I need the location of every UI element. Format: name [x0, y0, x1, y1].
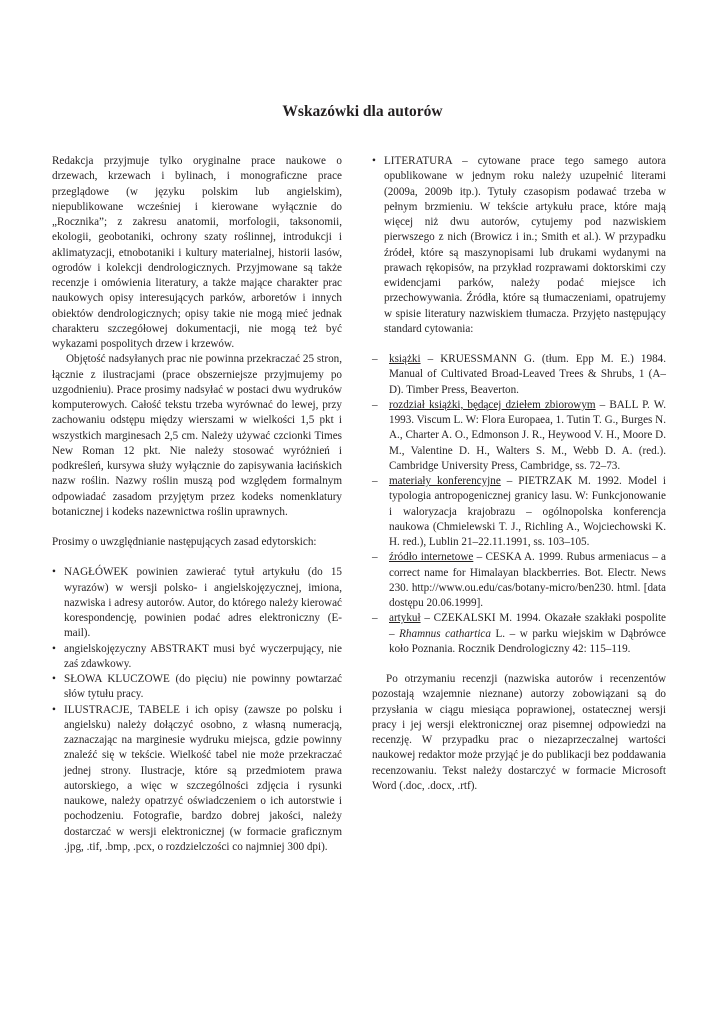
volume-paragraph: Objętość nadsyłanych prac nie powinna przekraczać 25 stron, łącznie z ilustracjami (prace obszerniejsze przyjmujemy po uzgodnieniu). Prace prosimy nadsyłać w postaci dwu wydruków komputerowych. Całość tekstu trzeba wyrównać do lewej, przy zachowaniu odstępu między wierszami w wielkości 1,5 pkt i wszystkich marginesach 2,5 cm. Należy używać czcionki Times New Roman 12 pkt. Nie należy stosować wyróżnień i podkreśleń, kursywa służy wyłącznie do zapisywania łacińskich nazw roślin. Nazwy roślin muszą pod względem formalnym odpowiadać zasadom przyjętym przez kodeks nomenklatury botanicznej i kodeks nazewnictwa roślin uprawnych. [52, 353, 342, 518]
review-paragraph: Po otrzymaniu recenzji (nazwiska autorów i recenzentów pozostają wzajemnie nieznane) autorzy zobowiązani są do przysłania w ciągu miesiąca poprawionej, ostatecznej wersji pracy i jej wersji elektronicznej oraz pisemnej odpowiedzi na recenzję. W przypadku prac o niezaprzeczalnej wartości naukowej redaktor może przyjąć je do publikacji bez poddawania recenzowaniu. Tekst należy dostarczyć w formacie Microsoft Word (.doc, .docx, .rtf). [372, 673, 666, 792]
right-column [372, 154, 666, 794]
citation-internet [372, 550, 666, 611]
citation-label: rozdział książki, będącej dziełem zbiorowym [389, 398, 596, 411]
rule-abstract: • angielskojęzyczny ABSTRAKT musi być wyczerpujący, nie zaś zdawkowy. [52, 642, 342, 673]
citation-text: – CESKA A. 1999. Rubus armeniacus – a correct name for Himalayan blackberries. Bot. Electr. News 230. http://www.ou.edu/cas/botany-micro/ben230. html. [data dostępu 20.06.1999]. [389, 551, 666, 609]
citation-species-name: Rhamnus cathartica [399, 627, 491, 640]
citation-text: – CZEKALSKI M. 1994. Okazałe szakłaki pospolite – [389, 612, 666, 640]
page-title: Wskazówki dla autorów [282, 103, 443, 120]
rule-header: • NAGŁÓWEK powinien zawierać tytuł artykułu (do 15 wyrazów) w wersji polsko- i angielskojęzycznej, imiona, nazwiska i adresy autorów. Autor, do którego należy kierować korespondencję, powinien podać adres elektroniczny (E-mail). [52, 565, 342, 641]
citation-article [372, 611, 666, 657]
citation-examples-list [372, 352, 666, 657]
intro-paragraph: Redakcja przyjmuje tylko oryginalne prace naukowe o drzewach, krzewach i bylinach, i monograficzne prace przeglądowe (w języku polskim lub angielskim), niepublikowane wcześniej i kierowane wyłącznie do „Rocznika”; z zakresu anatomii, morfologii, taksonomii, ekologii, geobotaniki, ochrony szaty roślinnej, introdukcji i aklimatyzacji, etnobotaniki i kultury materialnej, historii lasów, ogrodów i kolekcji dendrologicznych. Przyjmowane są także recenzje i omówienia literatury, a także mające charakter prac naukowych opisy interesujących parków, arboretów i innych obiektów dendrologicznych; opisy takie nie mogą mieć jednak charakteru szczegółowej dokumentacji, nie mogą też być wykazami pospolitych drzew i krzewów. [52, 155, 342, 350]
citation-book [372, 352, 666, 398]
citation-label: materiały konferencyjne [389, 475, 501, 487]
citation-label: książki [389, 353, 421, 365]
literature-rules-list [372, 154, 666, 337]
citation-text: – BALL P. W. 1993. Viscum L. W: Flora Europaea, 1. Tutin T. G., Burges N. A., Charter A. O., Edmonson J. R., Heywood V. H., Moore D. M., Valentine D. H., Walters S. M., Webb D. A. (red.). Cambridge University Press, Cambridge, ss. 72–73. [389, 398, 666, 472]
left-column [52, 154, 342, 855]
rule-literature: • LITERATURA – cytowane prace tego samego autora opublikowane w jednym roku należy uzupełnić literami (2009a, 2009b itp.). Tytuły czasopism podawać trzeba w pełnym brzmieniu. W tekście artykułu prace, które mają więcej niż dwu autorów, cytujemy pod nazwiskiem pierwszego z nich (Browicz i in.; Smith et al.). W przypadku źródeł, które są maszynopisami lub drukami wydanymi na prawach rękopisów, na przykład rozprawami doktorskimi czy ewidencjami parków, należy podać miejsce ich przechowywania. Źródła, które są tłumaczeniami, opatrujemy w spisie literatury nazwiskiem tłumacza. Przyjęto następujący standard cytowania: [372, 154, 666, 337]
citation-conference [372, 474, 666, 550]
citation-text: L. – w parku wiejskim w Dąbrówce koło Poznania. Rocznik Dendrologiczny 42: 115–119. [389, 627, 666, 655]
citation-text: – KRUESSMANN G. (tłum. Epp M. E.) 1984. Manual of Cultivated Broad-Leaved Trees & Shrubs, 1 (A–D). Timber Press, Beaverton. [389, 353, 666, 396]
editorial-rules-list [52, 565, 342, 855]
citation-text: – PIETRZAK M. 1992. Model i typologia antropogenicznej granicy lasu. W: Funkcjonowanie i waloryzacja krajobrazu – ogólnopolska konferencja naukowa (Chmielewski T. J., Richling A., Wojciechowski K. H. red.), Lublin 21–22.11.1991, ss. 103–105. [389, 475, 666, 548]
citation-chapter [372, 398, 666, 474]
citation-label: źródło internetowe [389, 551, 474, 564]
editorial-rules-intro: Prosimy o uwzględnianie następujących zasad edytorskich: [52, 536, 317, 548]
citation-label: artykuł [389, 612, 421, 625]
rule-illustrations: • ILUSTRACJE, TABELE i ich opisy (zawsze po polsku i angielsku) należy dołączyć osobno, z własną numeracją, zaznaczając na marginesie wydruku miejsca, gdzie powinny znaleźć się w tekście. Wielkość tabel nie może przekraczać jednej strony. Ilustracje, które są przedmiotem prawa autorskiego, a więc w szczególności zdjęcia i rysunki naukowe, należy opatrzyć oświadczeniem o ich autorstwie i pochodzeniu. Fotografie, bardzo dobrej jakości, należy dostarczać w wersji elektronicznej (w formacie graficznym .jpg, .tif, .bmp, .pcx, o rozdzielczości co najmniej 300 dpi). [52, 703, 342, 856]
rule-keywords: • SŁOWA KLUCZOWE (do pięciu) nie powinny powtarzać słów tytułu pracy. [52, 672, 342, 703]
